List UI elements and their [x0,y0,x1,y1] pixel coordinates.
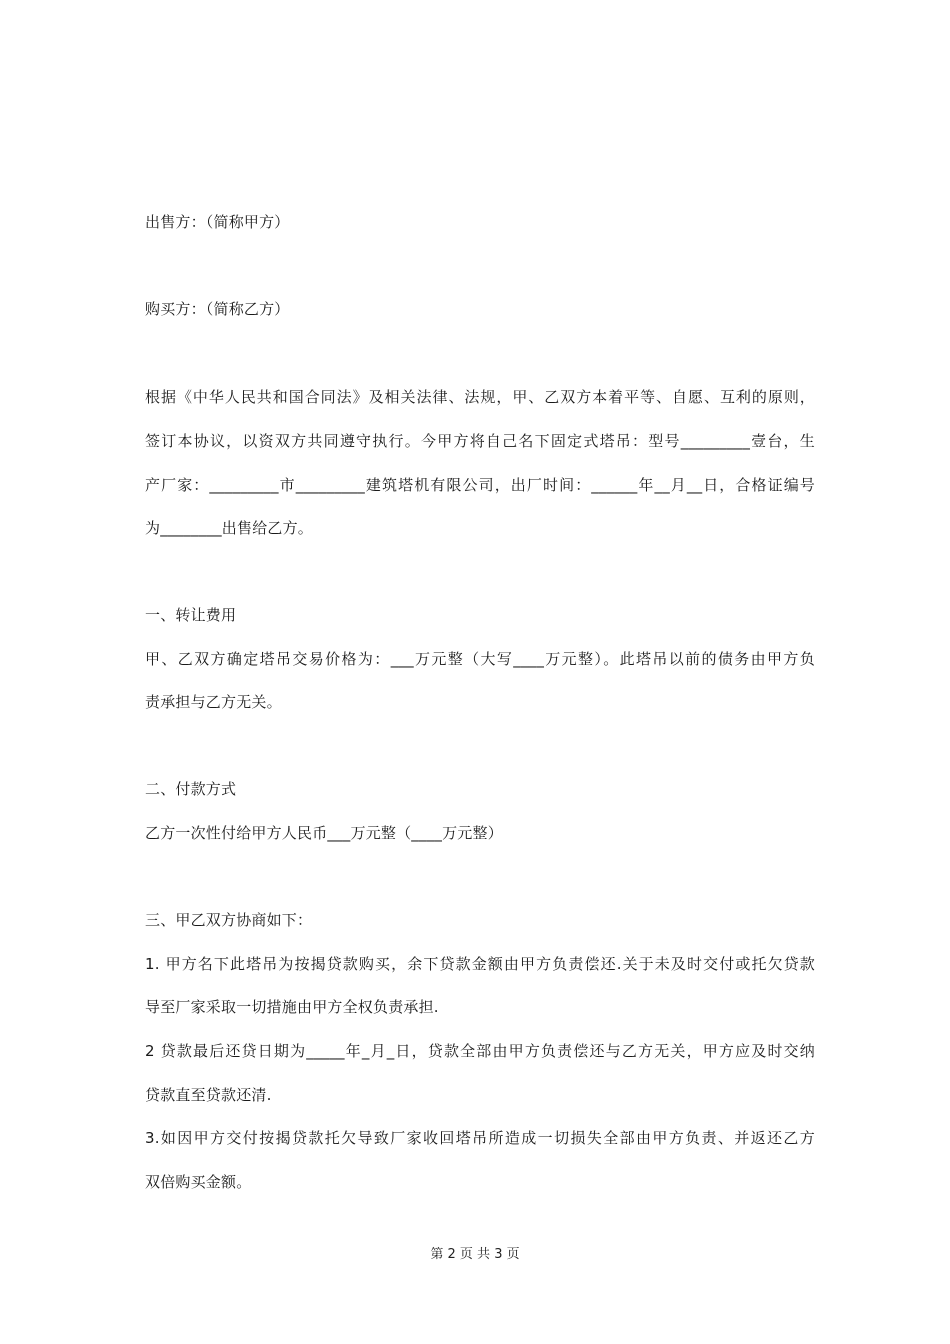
seller-line: 出售方：（简称甲方） [145,213,290,231]
section-3-line-5: 3.如因甲方交付按揭贷款托欠导致厂家收回塔吊所造成一切损失全部由甲方负责、并返还乙方 [145,1129,815,1147]
section-2-line-1: 乙方一次性付给甲方人民币___万元整（____万元整） [145,824,503,842]
intro-line-2: 签订本协议，以资双方共同遵守执行。今甲方将自己名下固定式塔吊：型号_________壹台，生 [145,432,815,450]
section-3-line-2: 导至厂家采取一切措施由甲方全权负责承担. [145,998,439,1016]
section-1-line-1: 甲、乙双方确定塔吊交易价格为：___万元整（大写____万元整）。此塔吊以前的债务由甲方负 [145,650,815,668]
intro-line-1: 根据《中华人民共和国合同法》及相关法律、法规，甲、乙双方本着平等、自愿、互利的原则， [145,388,815,406]
section-3-heading: 三、甲乙双方协商如下： [145,911,313,929]
section-3-line-1: 1. 甲方名下此塔吊为按揭贷款购买，余下贷款金额由甲方负责偿还.关于未及时交付或托欠贷款 [145,955,815,973]
section-1-heading: 一、转让费用 [145,606,237,624]
intro-line-3: 产厂家：_________市_________建筑塔机有限公司，出厂时间：______年__月__日，合格证编号 [145,476,815,494]
section-2-heading: 二、付款方式 [145,780,237,798]
section-3-line-4: 贷款直至贷款还清. [145,1086,272,1104]
section-3-line-3: 2 贷款最后还贷日期为_____年_月_日，贷款全部由甲方负责偿还与乙方无关，甲方应及时交纳 [145,1042,815,1060]
section-3-line-6: 双倍购买金额。 [145,1173,252,1191]
section-1-line-2: 责承担与乙方无关。 [145,693,282,711]
intro-line-4: 为________出售给乙方。 [145,519,314,537]
buyer-line: 购买方：（简称乙方） [145,300,290,318]
page-number-footer: 第 2 页 共 3 页 [430,1247,520,1262]
